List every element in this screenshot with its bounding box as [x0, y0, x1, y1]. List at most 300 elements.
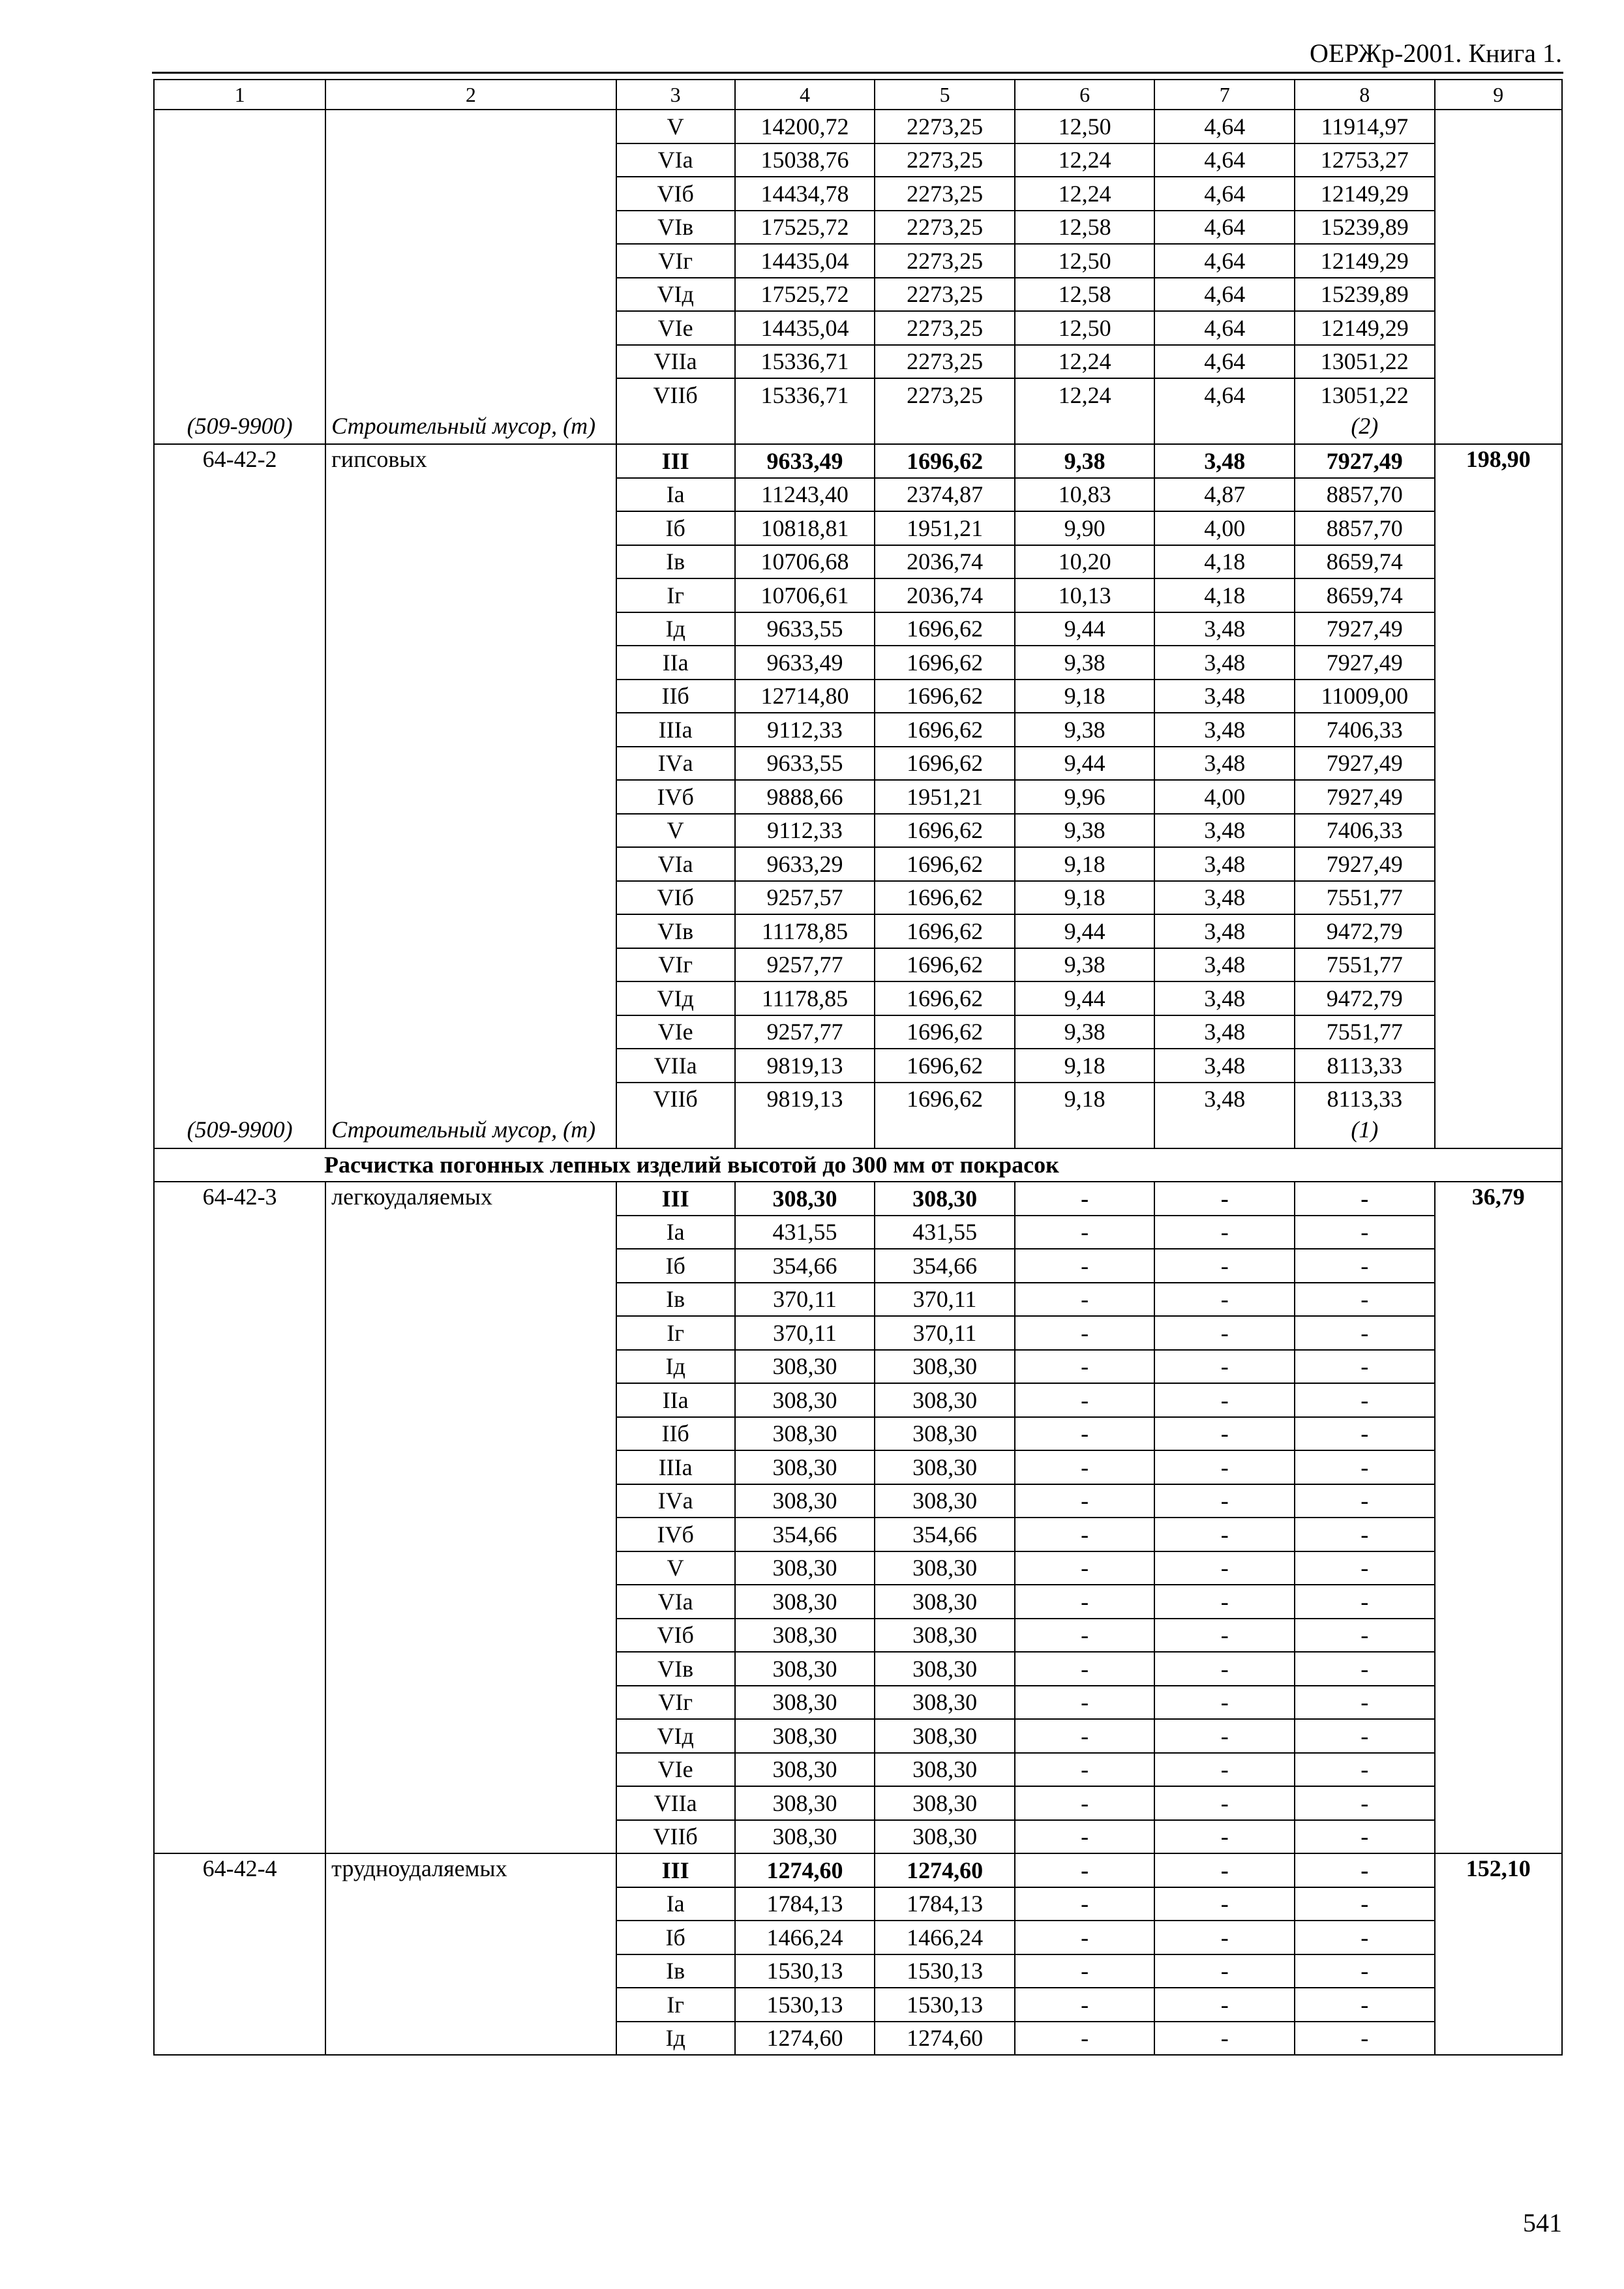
- zone-label: Iб: [616, 1921, 735, 1954]
- value-cell: 9112,33: [735, 713, 875, 747]
- table-body: [154, 110, 1562, 2055]
- value-cell: -: [1154, 1518, 1295, 1551]
- value-cell: -: [1154, 1450, 1295, 1484]
- table-row: [154, 1350, 1562, 1384]
- value-cell: 9257,77: [735, 948, 875, 982]
- price-cell: [1435, 177, 1562, 211]
- rate-code: [154, 1383, 325, 1417]
- rate-code: [154, 278, 325, 312]
- value-cell: 1784,13: [735, 1887, 875, 1921]
- value-cell: -: [1295, 1921, 1435, 1954]
- price-cell: [1435, 1585, 1562, 1619]
- rate-code: [154, 1484, 325, 1518]
- table-row: [154, 1049, 1562, 1083]
- value-cell: 431,55: [735, 1216, 875, 1249]
- table-row: [154, 378, 1562, 411]
- value-cell: 354,66: [735, 1518, 875, 1551]
- work-name: [325, 311, 616, 345]
- value-cell: 10,13: [1015, 578, 1155, 612]
- table-row: [154, 1753, 1562, 1787]
- value-cell: 15239,89: [1295, 278, 1435, 312]
- zone-label: VIе: [616, 1753, 735, 1787]
- rate-code: [154, 1450, 325, 1484]
- rate-code: [154, 1083, 325, 1116]
- price-cell: [1435, 1450, 1562, 1484]
- rate-code: [154, 1820, 325, 1854]
- price-cell: [1435, 1015, 1562, 1049]
- value-cell: 2273,25: [875, 311, 1015, 345]
- price-cell: [1435, 378, 1562, 411]
- value-cell: 7927,49: [1295, 646, 1435, 680]
- value-cell: -: [1295, 1786, 1435, 1820]
- value-cell: 1466,24: [875, 1921, 1015, 1954]
- value-cell: 9,18: [1015, 1083, 1155, 1116]
- price-cell: [1435, 1049, 1562, 1083]
- value-cell: 8659,74: [1295, 578, 1435, 612]
- table-row: [154, 1786, 1562, 1820]
- rate-code: [154, 780, 325, 814]
- work-name: [325, 545, 616, 579]
- col-header: 4: [735, 80, 875, 110]
- value-cell: 308,30: [875, 1652, 1015, 1686]
- price-cell: [1435, 143, 1562, 177]
- work-name: [325, 345, 616, 379]
- zone-label: VIIа: [616, 1786, 735, 1820]
- work-name: [325, 1316, 616, 1350]
- value-cell: 308,30: [875, 1551, 1015, 1585]
- work-name: [325, 511, 616, 545]
- value-cell: 370,11: [875, 1283, 1015, 1317]
- value-cell: 1466,24: [735, 1921, 875, 1954]
- value-cell: 308,30: [735, 1484, 875, 1518]
- table-row: [154, 713, 1562, 747]
- rate-code: [154, 211, 325, 245]
- value-cell: -: [1154, 1484, 1295, 1518]
- value-cell: 1696,62: [875, 948, 1015, 982]
- col-header: 5: [875, 80, 1015, 110]
- table-row: [154, 1450, 1562, 1484]
- price-cell: [1435, 646, 1562, 680]
- value-cell: -: [1295, 2022, 1435, 2056]
- work-name: [325, 1083, 616, 1116]
- empty-cell: [616, 411, 735, 445]
- value-cell: -: [1295, 1719, 1435, 1753]
- value-cell: 308,30: [875, 1820, 1015, 1854]
- price-cell: [1435, 1417, 1562, 1451]
- zone-label: IVа: [616, 1484, 735, 1518]
- zone-label: IIа: [616, 1383, 735, 1417]
- value-cell: -: [1015, 1988, 1155, 2022]
- value-cell: 7927,49: [1295, 612, 1435, 646]
- work-name: [325, 1383, 616, 1417]
- value-cell: -: [1295, 1619, 1435, 1653]
- table-row: [154, 1954, 1562, 1988]
- price-cell: [1435, 1652, 1562, 1686]
- rate-code: [154, 881, 325, 915]
- value-cell: 7927,49: [1295, 780, 1435, 814]
- zone-label: VIв: [616, 1652, 735, 1686]
- zone-label: VIа: [616, 847, 735, 881]
- value-cell: 9,44: [1015, 747, 1155, 781]
- value-cell: 308,30: [875, 1753, 1015, 1787]
- value-cell: -: [1154, 1283, 1295, 1317]
- col-header: 3: [616, 80, 735, 110]
- value-cell: 1696,62: [875, 814, 1015, 848]
- value-cell: -: [1015, 1417, 1155, 1451]
- table-row: [154, 948, 1562, 982]
- work-name: [325, 1753, 616, 1787]
- document-header: ОЕРЖр-2001. Книга 1.: [1310, 38, 1562, 68]
- value-cell: 8857,70: [1295, 478, 1435, 512]
- value-cell: -: [1154, 1249, 1295, 1283]
- value-cell: 14435,04: [735, 311, 875, 345]
- value-cell: 11009,00: [1295, 680, 1435, 713]
- work-name: [325, 1652, 616, 1686]
- zone-label: Iг: [616, 578, 735, 612]
- value-cell: 4,64: [1154, 177, 1295, 211]
- rate-code: [154, 747, 325, 781]
- value-cell: 308,30: [875, 1450, 1015, 1484]
- value-cell: -: [1015, 1686, 1155, 1720]
- resource-code: (509-9900): [154, 1115, 325, 1148]
- price-cell: [1435, 1249, 1562, 1283]
- value-cell: 354,66: [875, 1249, 1015, 1283]
- price-cell: [1435, 981, 1562, 1015]
- empty-cell: [735, 1115, 875, 1148]
- price-cell: [1435, 1283, 1562, 1317]
- work-name: [325, 1518, 616, 1551]
- value-cell: -: [1295, 1283, 1435, 1317]
- work-name: [325, 1484, 616, 1518]
- value-cell: -: [1295, 1316, 1435, 1350]
- value-cell: 308,30: [875, 1719, 1015, 1753]
- value-cell: -: [1015, 1619, 1155, 1653]
- work-name: [325, 1988, 616, 2022]
- value-cell: -: [1295, 1753, 1435, 1787]
- rate-code: [154, 814, 325, 848]
- value-cell: -: [1015, 2022, 1155, 2056]
- rate-code: [154, 1249, 325, 1283]
- rate-code: [154, 1786, 325, 1820]
- value-cell: 14435,04: [735, 244, 875, 278]
- zone-label: VIIб: [616, 378, 735, 411]
- value-cell: -: [1154, 1216, 1295, 1249]
- price-cell: [1435, 1216, 1562, 1249]
- rate-code: [154, 680, 325, 713]
- table-row: [154, 578, 1562, 612]
- table-row: [154, 646, 1562, 680]
- table-row: [154, 1216, 1562, 1249]
- zone-label: Iд: [616, 1350, 735, 1384]
- value-cell: 7406,33: [1295, 713, 1435, 747]
- value-cell: 8113,33: [1295, 1049, 1435, 1083]
- value-cell: -: [1015, 1383, 1155, 1417]
- value-cell: 8113,33: [1295, 1083, 1435, 1116]
- value-cell: 10818,81: [735, 511, 875, 545]
- table-row: [154, 847, 1562, 881]
- value-cell: -: [1295, 1484, 1435, 1518]
- rate-code: [154, 948, 325, 982]
- value-cell: 3,48: [1154, 914, 1295, 948]
- value-cell: 1274,60: [875, 1853, 1015, 1887]
- value-cell: -: [1015, 1316, 1155, 1350]
- rate-code: [154, 110, 325, 143]
- price-cell: [1435, 1954, 1562, 1988]
- work-name: [325, 1216, 616, 1249]
- value-cell: 9112,33: [735, 814, 875, 848]
- value-cell: -: [1154, 1619, 1295, 1653]
- value-cell: 308,30: [735, 1619, 875, 1653]
- value-cell: -: [1015, 1249, 1155, 1283]
- value-cell: 9,18: [1015, 881, 1155, 915]
- work-name: [325, 847, 616, 881]
- table-row: [154, 478, 1562, 512]
- value-cell: 431,55: [875, 1216, 1015, 1249]
- table-row: [154, 278, 1562, 312]
- value-cell: 9819,13: [735, 1049, 875, 1083]
- zone-label: III: [616, 1182, 735, 1216]
- zone-label: Iв: [616, 1283, 735, 1317]
- table-row: [154, 1551, 1562, 1585]
- rate-code: [154, 1551, 325, 1585]
- rate-code: [154, 1921, 325, 1954]
- work-name: [325, 814, 616, 848]
- value-cell: 12,58: [1015, 211, 1155, 245]
- value-cell: -: [1015, 1551, 1155, 1585]
- value-cell: -: [1154, 1417, 1295, 1451]
- zone-label: VIб: [616, 1619, 735, 1653]
- work-name: [325, 1585, 616, 1619]
- value-cell: 9257,77: [735, 1015, 875, 1049]
- value-cell: -: [1154, 1350, 1295, 1384]
- value-cell: 2273,25: [875, 345, 1015, 379]
- work-name: [325, 981, 616, 1015]
- value-cell: -: [1015, 1921, 1155, 1954]
- table-row: [154, 545, 1562, 579]
- price-cell: [1435, 1083, 1562, 1116]
- zone-label: IIб: [616, 1417, 735, 1451]
- value-cell: 1696,62: [875, 713, 1015, 747]
- value-cell: 2036,74: [875, 545, 1015, 579]
- value-cell: 14434,78: [735, 177, 875, 211]
- empty-cell: [875, 1115, 1015, 1148]
- zone-label: IIа: [616, 646, 735, 680]
- work-name: [325, 1887, 616, 1921]
- empty-cell: [1435, 1115, 1562, 1148]
- value-cell: 3,48: [1154, 444, 1295, 478]
- resource-name: Строительный мусор, (т): [325, 411, 616, 445]
- price-cell: [1435, 1921, 1562, 1954]
- table-row: [154, 1921, 1562, 1954]
- work-name: [325, 881, 616, 915]
- zone-label: Iа: [616, 1216, 735, 1249]
- value-cell: -: [1295, 1518, 1435, 1551]
- resource-code: (509-9900): [154, 411, 325, 445]
- work-name: [325, 1921, 616, 1954]
- value-cell: 4,00: [1154, 511, 1295, 545]
- value-cell: 2273,25: [875, 143, 1015, 177]
- empty-cell: [1154, 1115, 1295, 1148]
- value-cell: -: [1154, 1719, 1295, 1753]
- rate-code: [154, 1988, 325, 2022]
- price-cell: [1435, 1484, 1562, 1518]
- value-cell: -: [1015, 1585, 1155, 1619]
- value-cell: 1951,21: [875, 780, 1015, 814]
- value-cell: 308,30: [735, 1585, 875, 1619]
- work-name: [325, 1619, 616, 1653]
- value-cell: 308,30: [735, 1350, 875, 1384]
- value-cell: -: [1295, 1652, 1435, 1686]
- value-cell: 9,38: [1015, 948, 1155, 982]
- value-cell: 308,30: [735, 1719, 875, 1753]
- price-cell: [1435, 1686, 1562, 1720]
- zone-label: IIб: [616, 680, 735, 713]
- price-cell: [1435, 914, 1562, 948]
- work-name: [325, 680, 616, 713]
- value-cell: 9888,66: [735, 780, 875, 814]
- value-cell: 308,30: [735, 1753, 875, 1787]
- zone-label: VIв: [616, 211, 735, 245]
- value-cell: 12,58: [1015, 278, 1155, 312]
- work-name: [325, 1249, 616, 1283]
- value-cell: 4,64: [1154, 110, 1295, 143]
- value-cell: 308,30: [875, 1484, 1015, 1518]
- table-row: [154, 814, 1562, 848]
- value-cell: 2036,74: [875, 578, 1015, 612]
- table-row: [154, 1719, 1562, 1753]
- value-cell: 1696,62: [875, 1015, 1015, 1049]
- value-cell: 2273,25: [875, 211, 1015, 245]
- value-cell: 13051,22: [1295, 378, 1435, 411]
- value-cell: -: [1015, 1350, 1155, 1384]
- rate-code: [154, 177, 325, 211]
- section-row: [154, 1148, 1562, 1182]
- value-cell: 1951,21: [875, 511, 1015, 545]
- work-name: [325, 278, 616, 312]
- value-cell: 12149,29: [1295, 177, 1435, 211]
- resource-value: (2): [1295, 411, 1435, 445]
- zone-label: V: [616, 110, 735, 143]
- price-cell: [1435, 1551, 1562, 1585]
- work-name: [325, 478, 616, 512]
- header-rule: [152, 72, 1563, 74]
- zone-label: III: [616, 444, 735, 478]
- value-cell: -: [1015, 1652, 1155, 1686]
- price-cell: [1435, 1350, 1562, 1384]
- col-header: 7: [1154, 80, 1295, 110]
- work-name: [325, 1450, 616, 1484]
- value-cell: -: [1015, 1820, 1155, 1854]
- price-cell: [1435, 814, 1562, 848]
- rate-code: [154, 1417, 325, 1451]
- value-cell: -: [1015, 1216, 1155, 1249]
- value-cell: -: [1154, 1182, 1295, 1216]
- value-cell: 308,30: [735, 1786, 875, 1820]
- table-row: [154, 1518, 1562, 1551]
- zone-label: VIб: [616, 881, 735, 915]
- value-cell: 3,48: [1154, 1015, 1295, 1049]
- value-cell: 1274,60: [735, 1853, 875, 1887]
- value-cell: 7551,77: [1295, 948, 1435, 982]
- rate-code: [154, 511, 325, 545]
- table-row: [154, 881, 1562, 915]
- work-name: [325, 1786, 616, 1820]
- zone-label: Iв: [616, 1954, 735, 1988]
- work-name: [325, 646, 616, 680]
- table-row: [154, 444, 1562, 478]
- price-cell: [1435, 244, 1562, 278]
- value-cell: -: [1015, 1887, 1155, 1921]
- price-cell: [1435, 948, 1562, 982]
- value-cell: 9,38: [1015, 646, 1155, 680]
- work-name: трудноудаляемых: [325, 1853, 616, 1887]
- price-cell: [1435, 1887, 1562, 1921]
- value-cell: 4,64: [1154, 378, 1295, 411]
- price-cell: [1435, 110, 1562, 143]
- value-cell: 1696,62: [875, 1083, 1015, 1116]
- value-cell: 3,48: [1154, 646, 1295, 680]
- table-row: [154, 1887, 1562, 1921]
- value-cell: -: [1154, 1753, 1295, 1787]
- value-cell: 308,30: [735, 1450, 875, 1484]
- rate-code: [154, 1887, 325, 1921]
- work-name: [325, 578, 616, 612]
- price-cell: [1435, 1619, 1562, 1653]
- table-row: [154, 244, 1562, 278]
- value-cell: 3,48: [1154, 747, 1295, 781]
- value-cell: 4,18: [1154, 545, 1295, 579]
- rate-code: [154, 545, 325, 579]
- table-row: [154, 143, 1562, 177]
- value-cell: 4,18: [1154, 578, 1295, 612]
- rate-code: [154, 1954, 325, 1988]
- value-cell: 2273,25: [875, 110, 1015, 143]
- zone-label: V: [616, 814, 735, 848]
- value-cell: 13051,22: [1295, 345, 1435, 379]
- table-row: [154, 1182, 1562, 1216]
- table-row: [154, 612, 1562, 646]
- rate-code: [154, 1283, 325, 1317]
- value-cell: -: [1295, 1820, 1435, 1854]
- rate-code: 64-42-4: [154, 1853, 325, 1887]
- column-number-row: [154, 80, 1562, 110]
- work-name: [325, 1350, 616, 1384]
- value-cell: 9,44: [1015, 981, 1155, 1015]
- value-cell: -: [1295, 1988, 1435, 2022]
- col-header: 8: [1295, 80, 1435, 110]
- value-cell: 4,64: [1154, 244, 1295, 278]
- value-cell: 7927,49: [1295, 847, 1435, 881]
- value-cell: 308,30: [735, 1820, 875, 1854]
- value-cell: 4,87: [1154, 478, 1295, 512]
- value-cell: 17525,72: [735, 278, 875, 312]
- value-cell: 3,48: [1154, 1049, 1295, 1083]
- section-title: Расчистка погонных лепных изделий высотой до 300 мм от покрасок: [154, 1148, 1562, 1182]
- value-cell: 370,11: [735, 1316, 875, 1350]
- price-cell: [1435, 311, 1562, 345]
- value-cell: 370,11: [875, 1316, 1015, 1350]
- value-cell: 308,30: [875, 1786, 1015, 1820]
- value-cell: 15336,71: [735, 345, 875, 379]
- value-cell: 14200,72: [735, 110, 875, 143]
- value-cell: 10706,68: [735, 545, 875, 579]
- table-row: [154, 311, 1562, 345]
- table-row: [154, 914, 1562, 948]
- value-cell: -: [1295, 1350, 1435, 1384]
- price-cell: [1435, 680, 1562, 713]
- rate-code: [154, 1518, 325, 1551]
- table-row: [154, 1316, 1562, 1350]
